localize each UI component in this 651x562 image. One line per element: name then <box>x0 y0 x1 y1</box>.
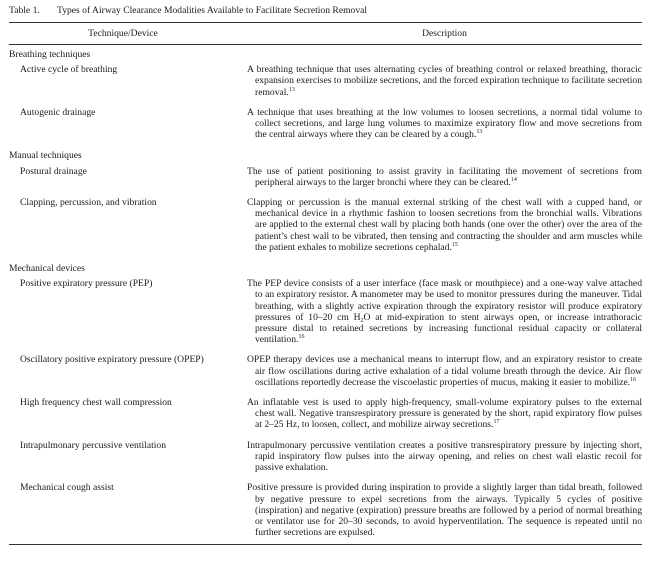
table-caption <box>9 5 642 17</box>
technique-description <box>247 351 642 394</box>
section-title: Breathing techniques <box>9 49 91 60</box>
table-row <box>9 394 642 437</box>
table-row <box>9 351 642 394</box>
table-number: Table 1. <box>9 5 40 16</box>
technique-description <box>247 61 642 104</box>
reference-marker: 17 <box>493 419 500 426</box>
technique-name: Active cycle of breathing <box>20 64 118 76</box>
technique-name: Autogenic drainage <box>20 106 96 118</box>
table-row <box>9 194 642 259</box>
reference-marker: 13 <box>288 86 295 93</box>
technique-description <box>247 194 642 259</box>
technique-name: Postural drainage <box>20 165 87 177</box>
description-text: A breathing technique that uses alternating cycles of breathing control or relaxed breathing, thoracic expansion exercises to mobilize secretions, and the forced expiration technique to facilitate secretion removal. <box>247 64 642 98</box>
technique-description <box>247 275 642 351</box>
description-text: The use of patient positioning to assist gravity in facilitating the movement of secretions from peripheral airways to the larger bronchi where they can be cleared. <box>247 165 642 188</box>
description-text-part-a: The PEP device consists of a user interface (face mask or mouthpiece) and a one-way valve attached to an expiratory resistor. A manometer may be used to monitor pressures during the maneuver. Tidal breathing, with a slightly active expiration through the expiratory resistor will produce expiratory pressures of 10–20 cm H <box>247 278 642 323</box>
section-row <box>9 146 642 162</box>
header-row <box>9 23 642 45</box>
table-title: Types of Airway Clearance Modalities Available to Facilitate Secretion Removal <box>57 5 368 16</box>
technique-description <box>247 479 642 545</box>
technique-description <box>247 163 642 194</box>
description-text: Intrapulmonary percussive ventilation creates a positive transrespiratory pressure by injecting short, rapid inspiratory flow pulses into the airway opening, and relies on chest wall elastic recoil for passive exhalation. <box>247 439 642 474</box>
technique-name: Oscillatory positive expiratory pressure (OPEP) <box>20 354 204 366</box>
reference-marker: 14 <box>510 176 517 183</box>
technique-description <box>247 394 642 437</box>
subscript-2: 2 <box>360 317 364 324</box>
technique-name: Clapping, percussion, and vibration <box>20 197 157 209</box>
description-text: A technique that uses breathing at the low volumes to loosen secretions, a normal tidal volume to collect secretions, and large lung volumes to maximize expiratory flow and move secretions from the central airways where they can be cleared by a cough. <box>247 106 642 141</box>
reference-marker: 13 <box>476 129 483 136</box>
section-title: Mechanical devices <box>9 263 85 275</box>
clearance-table <box>9 22 642 545</box>
section-row <box>9 259 642 275</box>
table-row <box>9 437 642 480</box>
table-row <box>9 104 642 147</box>
technique-name: High frequency chest wall compression <box>20 397 172 409</box>
technique-description <box>247 104 642 147</box>
description-text: Clapping or percussion is the manual external striking of the chest wall with a cupped hand, or mechanical device in a rhythmic fashion to loosen secretions from the bronchial walls. Vibrations are applied to the external chest wall by placing both hands (one over the other) over the area of the patient’s chest wall to be vibrated, then tensing and contracting the shoulder and arm muscles while the patient exhales to mobilize secretions cephalad. <box>247 197 642 253</box>
reference-marker: 15 <box>451 241 458 248</box>
header-technique: Technique/Device <box>9 23 247 45</box>
technique-name: Positive expiratory pressure (PEP) <box>20 278 153 290</box>
table-row <box>9 163 642 194</box>
section-row <box>9 45 642 62</box>
table-row <box>9 479 642 545</box>
reference-marker: 16 <box>630 376 637 383</box>
section-title: Manual techniques <box>9 150 82 162</box>
description-text-part-b: O at mid-expiration to stent airways open, or increase intrathoracic pressure distal to retained secretions by increasing functional residual capacity or collateral ventilation. <box>255 311 642 346</box>
technique-name: Mechanical cough assist <box>9 479 247 545</box>
description-text: Positive pressure is provided during inspiration to provide a slightly larger than tidal breath, followed by negative pressure to expel secretions from the airways. Typically 5 cycles of positive (inspiration) and negative (expiration) pressure breaths are followed by a period of normal breathing or ventilator use for 20–30 seconds, to avoid hyperventilation. The sequence is repeated until no further secretions are expulsed. <box>247 482 642 539</box>
table-row <box>9 61 642 104</box>
technique-description <box>247 437 642 480</box>
technique-name: Intrapulmonary percussive ventilation <box>20 439 166 451</box>
description-text: An inflatable vest is used to apply high-frequency, small-volume expiratory pulses to the external chest wall. Negative transrespiratory pressure is generated by the short, rapid expiratory flow pulses at 2–25 Hz, to loosen, collect, and mobilize airway secretions. <box>247 397 642 431</box>
reference-marker: 16 <box>298 334 305 341</box>
table-row <box>9 275 642 351</box>
header-description: Description <box>247 23 642 45</box>
description-text: OPEP therapy devices use a mechanical means to interrupt flow, and an expiratory resistor to create air flow oscillations during active exhalation of a tidal volume breath through the device. Air flow oscillations reportedly decrease the viscoelastic properties of mucus, making it easier to mobilize. <box>247 354 642 388</box>
